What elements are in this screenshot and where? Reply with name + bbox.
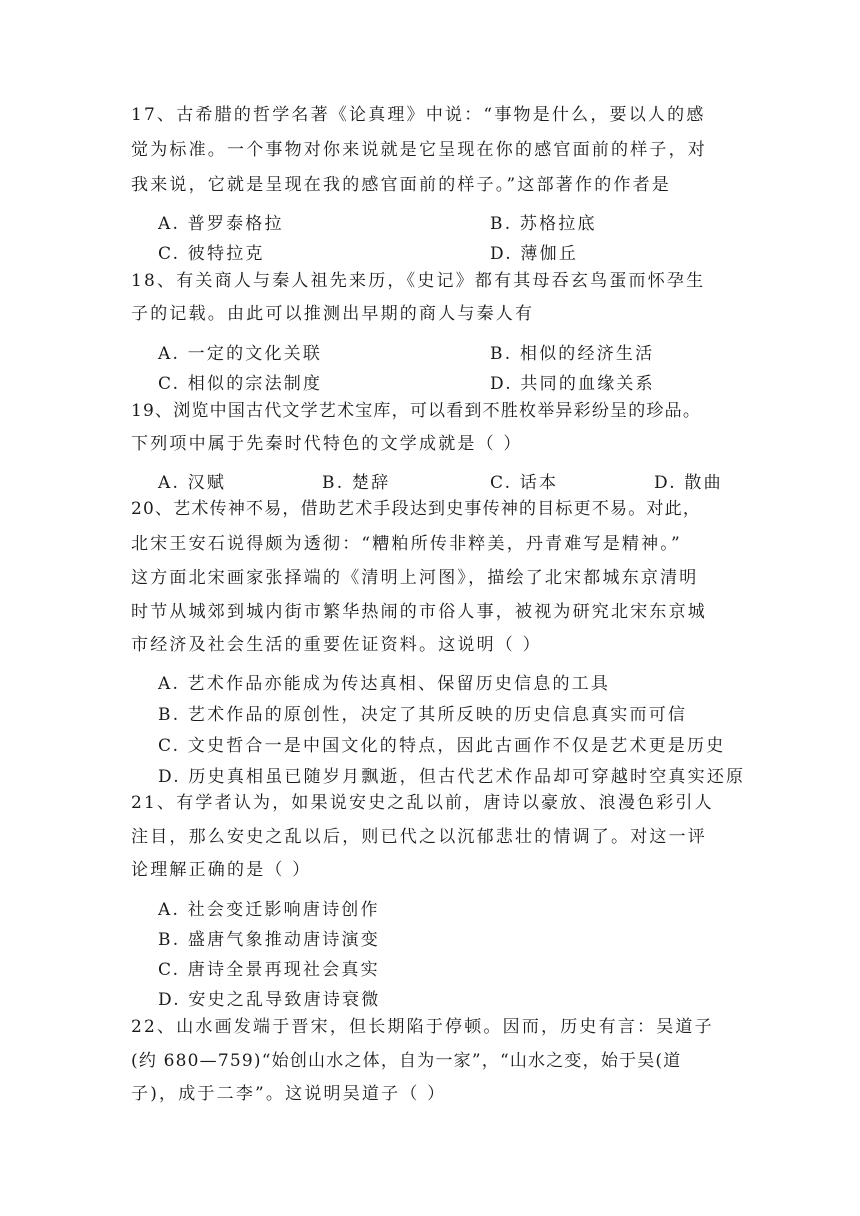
question-22-line-2: (约 680—759)“始创山水之体，自为一家”，“山水之变，始于吴(道: [131, 1051, 682, 1071]
question-20-option-d: D. 历史真相虽已随岁月飘逝，但古代艺术作品却可穿越时空真实还原: [158, 767, 746, 787]
question-20-line-2: 北宋王安石说得颇为透彻：“糟粕所传非粹美，丹青难写是精神。”: [131, 534, 682, 554]
question-21-line-3: 论理解正确的是（ ）: [131, 860, 312, 880]
question-19-option-d: D. 散曲: [654, 473, 723, 493]
question-19-line-2: 下列项中属于先秦时代特色的文学成就是（ ）: [131, 434, 523, 454]
question-17-option-c: C. 彼特拉克: [158, 244, 265, 264]
question-17-line-2: 觉为标准。一个事物对你来说就是它呈现在你的感官面前的样子，对: [131, 140, 707, 160]
question-20-option-a: A. 艺术作品亦能成为传达真相、保留历史信息的工具: [158, 674, 611, 694]
question-21-option-b: B. 盛唐气象推动唐诗演变: [158, 930, 380, 950]
question-22-line-1: 22、山水画发端于晋宋，但长期陷于停顿。因而，历史有言：吴道子: [131, 1017, 714, 1037]
question-19-option-c: C. 话本: [490, 473, 559, 493]
question-19-line-1: 19、浏览中国古代文学艺术宝库，可以看到不胜枚举异彩纷呈的珍品。: [131, 401, 702, 421]
question-19-option-a: A. 汉赋: [158, 473, 227, 493]
question-18-option-b: B. 相似的经济生活: [490, 344, 655, 364]
question-18-line-1: 18、有关商人与秦人祖先来历，《史记》都有其母吞玄鸟蛋而怀孕生: [131, 271, 706, 291]
question-19-option-b: B. 楚辞: [322, 473, 391, 493]
question-20-option-b: B. 艺术作品的原创性，决定了其所反映的历史信息真实而可信: [158, 705, 688, 725]
question-20-line-3: 这方面北宋画家张择端的《清明上河图》，描绘了北宋都城东京清明: [131, 568, 699, 588]
question-17-option-d: D. 薄伽丘: [490, 244, 579, 264]
question-21-line-1: 21、有学者认为，如果说安史之乱以前，唐诗以豪放、浪漫色彩引人: [131, 793, 714, 813]
question-21-option-d: D. 安史之乱导致唐诗衰微: [158, 990, 381, 1010]
question-21-option-a: A. 社会变迁影响唐诗创作: [158, 900, 380, 920]
question-17-line-3: 我来说，它就是呈现在我的感官面前的样子。”这部著作的作者是: [131, 175, 671, 195]
question-17-option-a: A. 普罗泰格拉: [158, 214, 284, 234]
question-20-option-c: C. 文史哲合一是中国文化的特点，因此古画作不仅是艺术更是历史: [158, 736, 726, 756]
question-17-line-1: 17、古希腊的哲学名著《论真理》中说：“事物是什么，要以人的感: [131, 105, 706, 125]
question-18-option-a: A. 一定的文化关联: [158, 344, 323, 364]
question-20-line-5: 市经济及社会生活的重要佐证资料。这说明（ ）: [131, 635, 542, 655]
question-21-option-c: C. 唐诗全景再现社会真实: [158, 960, 380, 980]
question-18-line-2: 子的记载。由此可以推测出早期的商人与秦人有: [131, 304, 535, 324]
question-21-line-2: 注目，那么安史之乱以后，则已代之以沉郁悲壮的情调了。对这一评: [131, 827, 707, 847]
question-17-option-b: B. 苏格拉底: [490, 214, 597, 234]
question-20-line-1: 20、艺术传神不易，借助艺术手段达到史事传神的目标更不易。对此，: [131, 499, 702, 519]
question-22-line-3: 子)，成于二李”。这说明吴道子（ ）: [131, 1084, 447, 1104]
question-20-line-4: 时节从城郊到城内街市繁华热闹的市俗人事，被视为研究北宋东京城: [131, 602, 707, 622]
question-18-option-d: D. 共同的血缘关系: [490, 374, 655, 394]
question-18-option-c: C. 相似的宗法制度: [158, 374, 323, 394]
